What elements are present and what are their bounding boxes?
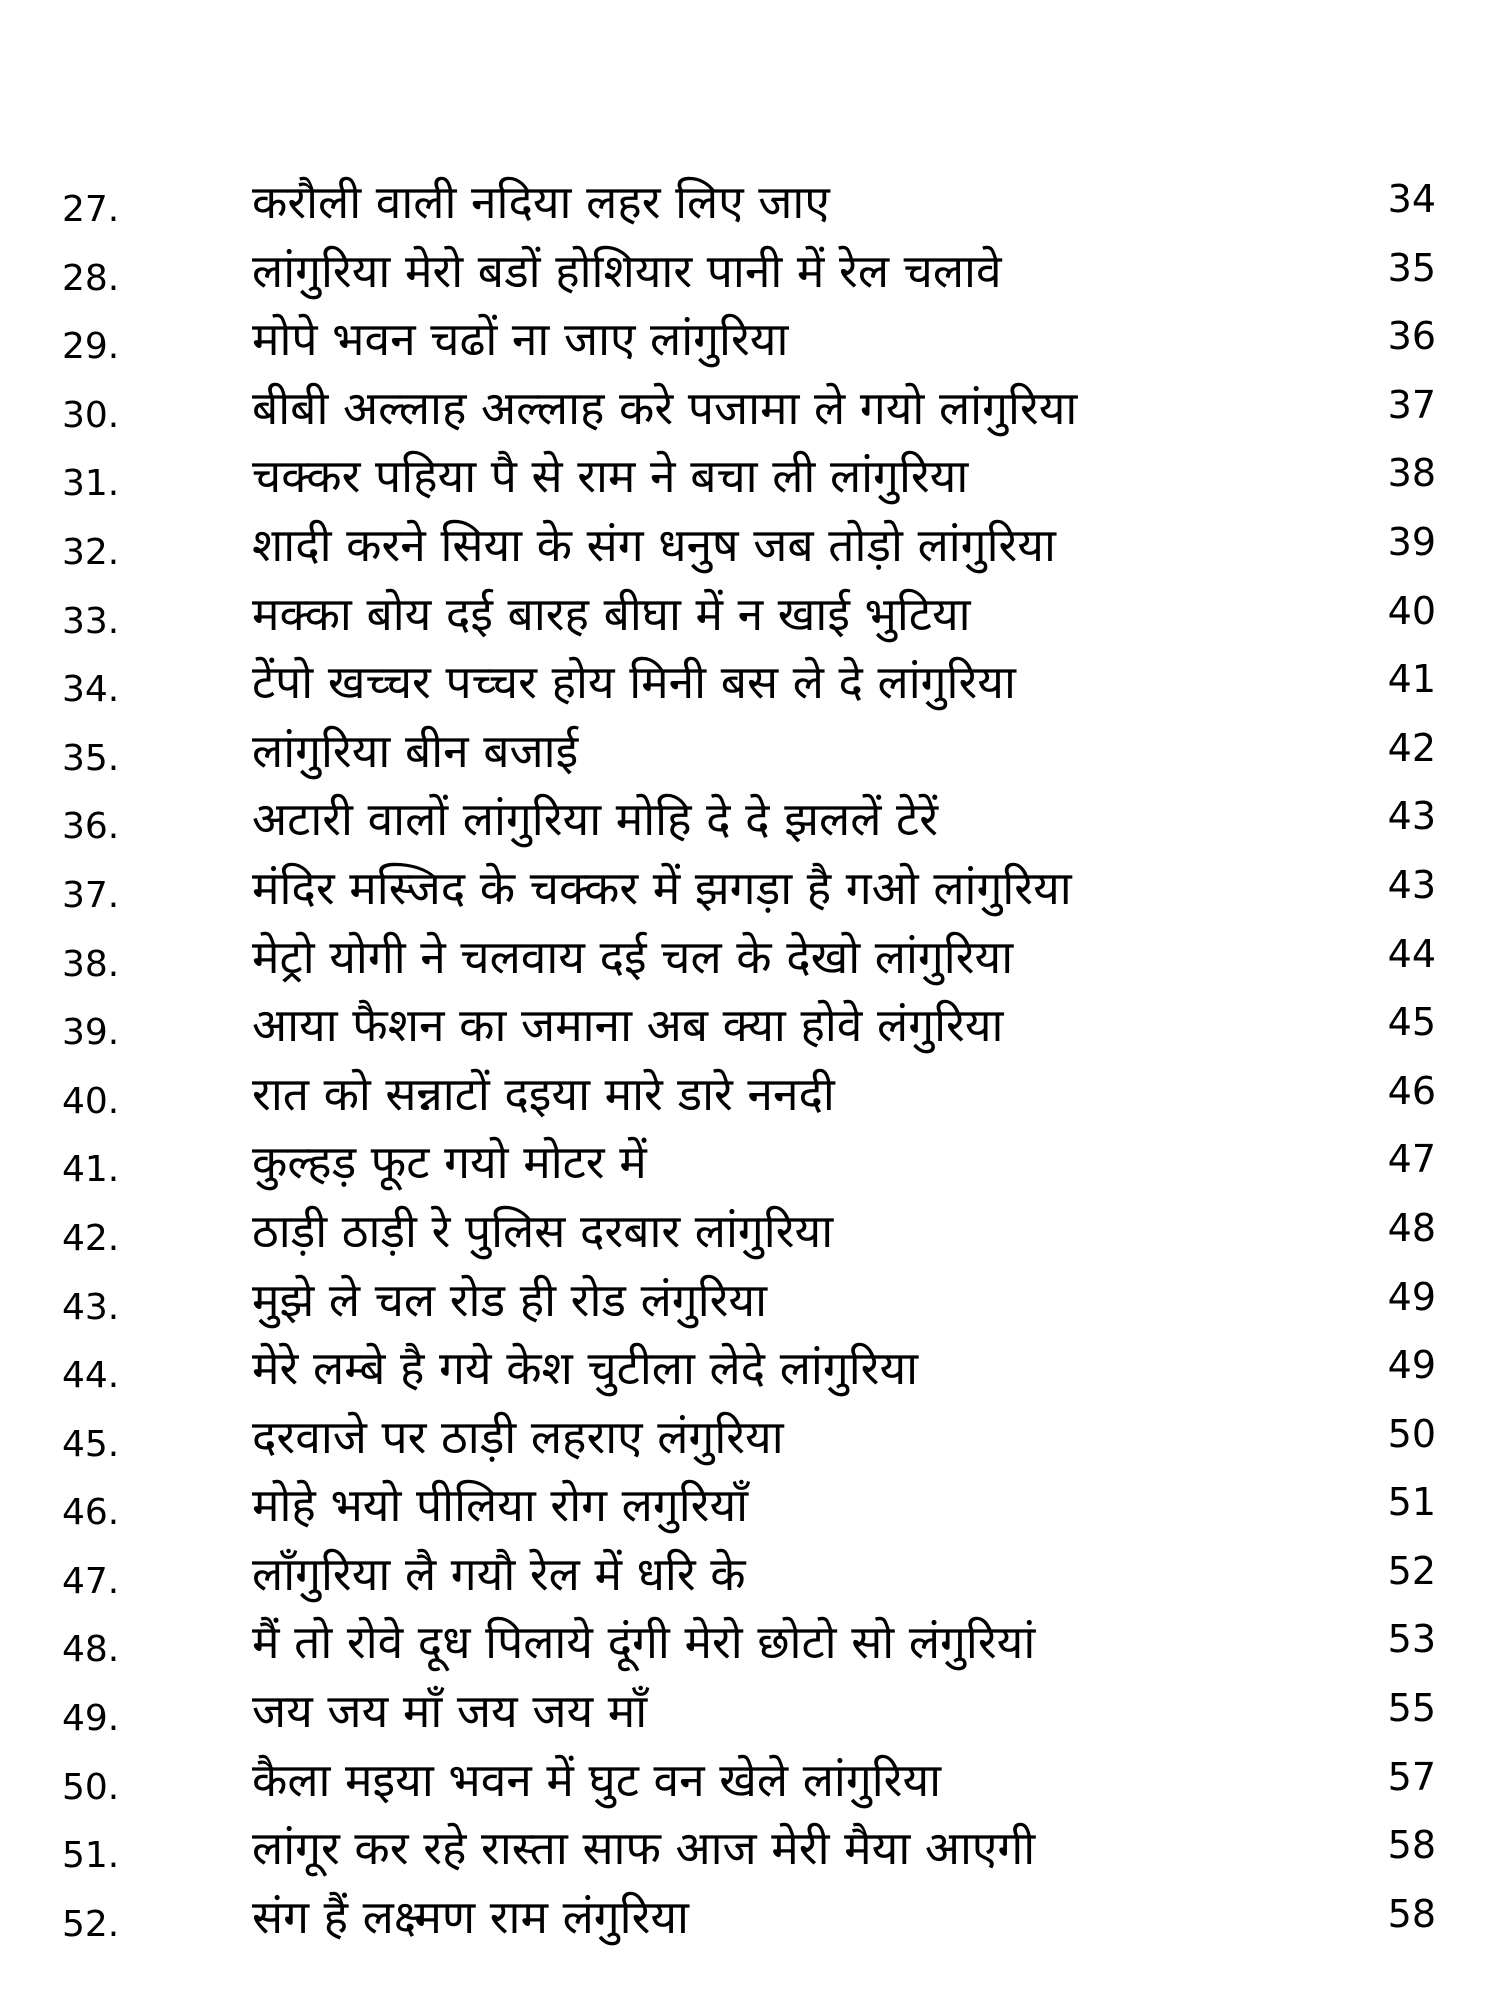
entry-number: 47. [62,1560,120,1602]
entry-page-number: 40 [1387,588,1436,633]
entry-title: कुल्हड़ फूट गयो मोटर में [252,1135,647,1190]
entry-number: 45. [62,1423,120,1465]
entry-title: मोहे भयो पीलिया रोग लगुरियाँ [252,1478,749,1533]
entry-title: मोपे भवन चढों ना जाए लांगुरिया [252,312,789,367]
entry-title: संग हैं लक्ष्मण राम लंगुरिया [252,1889,689,1944]
entry-number: 41. [62,1149,120,1191]
entry-title: मुझे ले चल रोड ही रोड लंगुरिया [252,1272,768,1327]
entry-number: 36. [62,806,120,848]
entry-number: 46. [62,1492,120,1534]
entry-number: 38. [62,943,120,985]
entry-page-number: 51 [1387,1480,1436,1525]
entry-page-number: 47 [1387,1137,1436,1182]
entry-page-number: 49 [1387,1274,1436,1319]
toc-entry [0,1334,1500,1403]
entry-number: 32. [62,531,120,573]
entry-page-number: 58 [1387,1891,1436,1936]
toc-entry [0,1883,1500,1952]
entry-page-number: 50 [1387,1411,1436,1456]
entry-title: बीबी अल्लाह अल्लाह करे पजामा ले गयो लांगुरिया [252,380,1078,435]
entry-title: मेरे लम्बे है गये केश चुटीला लेदे लांगुरिया [252,1341,919,1396]
toc-entry [0,854,1500,923]
toc-entry [0,237,1500,306]
entry-number: 44. [62,1355,120,1397]
entry-page-number: 38 [1387,451,1436,496]
entry-title: लाँगुरिया लै गयौ रेल में धरि के [252,1546,746,1601]
toc-entry [0,991,1500,1060]
entry-title: आया फैशन का जमाना अब क्या होवे लंगुरिया [252,998,1004,1053]
entry-title: मैं तो रोवे दूध पिलाये दूंगी मेरो छोटो सो लंगुरियां [252,1615,1036,1670]
entry-page-number: 53 [1387,1617,1436,1662]
entry-title: अटारी वालों लांगुरिया मोहि दे दे झललें टेरें [252,792,939,847]
toc-entry [0,442,1500,511]
entry-number: 31. [62,463,120,505]
entry-number: 35. [62,737,120,779]
entry-number: 33. [62,600,120,642]
entry-number: 49. [62,1698,120,1740]
entry-number: 40. [62,1080,120,1122]
entry-title: मेट्रो योगी ने चलवाय दई चल के देखो लांगुरिया [252,929,1014,984]
entry-number: 42. [62,1217,120,1259]
entry-title: रात को सन्नाटों दइया मारे डारे ननदी [252,1066,835,1121]
toc-entry [0,168,1500,237]
entry-page-number: 41 [1387,657,1436,702]
entry-number: 30. [62,394,120,436]
entry-title: लांगूर कर रहे रास्ता साफ आज मेरी मैया आएगी [252,1821,1036,1876]
entry-number: 52. [62,1903,120,1945]
entry-title: ठाड़ी ठाड़ी रे पुलिस दरबार लांगुरिया [252,1203,834,1258]
toc-entry [0,511,1500,580]
toc-entry [0,1814,1500,1883]
entry-number: 28. [62,257,120,299]
toc-entry [0,648,1500,717]
entry-title: लांगुरिया बीन बजाई [252,723,579,778]
entry-page-number: 43 [1387,862,1436,907]
toc-entry [0,1128,1500,1197]
toc-entry [0,305,1500,374]
toc-entry [0,1471,1500,1540]
entry-number: 51. [62,1835,120,1877]
toc-entry [0,1677,1500,1746]
toc-entry [0,1746,1500,1815]
entry-page-number: 43 [1387,794,1436,839]
table-of-contents [0,168,1500,1951]
entry-page-number: 46 [1387,1068,1436,1113]
entry-title: चक्कर पहिया पै से राम ने बचा ली लांगुरिया [252,449,969,504]
entry-number: 27. [62,189,120,230]
entry-title: मक्का बोय दई बारह बीघा में न खाई भुटिया [252,586,971,641]
entry-page-number: 49 [1387,1343,1436,1388]
entry-page-number: 45 [1387,1000,1436,1045]
toc-entry [0,785,1500,854]
entry-page-number: 58 [1387,1823,1436,1868]
toc-entry [0,1540,1500,1609]
entry-page-number: 52 [1387,1548,1436,1593]
entry-title: टेंपो खच्चर पच्चर होय मिनी बस ले दे लांगुरिया [252,655,1016,710]
toc-entry [0,923,1500,992]
entry-number: 43. [62,1286,120,1328]
entry-page-number: 57 [1387,1754,1436,1799]
entry-title: करौली वाली नदिया लहर लिए जाए [252,175,830,229]
entry-number: 34. [62,669,120,711]
entry-number: 39. [62,1012,120,1054]
toc-entry [0,717,1500,786]
entry-title: मंदिर मस्जिद के चक्कर में झगड़ा है गओ लांगुरिया [252,860,1072,915]
entry-title: दरवाजे पर ठाड़ी लहराए लंगुरिया [252,1409,784,1464]
toc-entry [0,374,1500,443]
toc-entry [0,1060,1500,1129]
entry-number: 37. [62,874,120,916]
entry-title: जय जय माँ जय जय माँ [252,1684,648,1739]
entry-number: 29. [62,326,120,368]
entry-page-number: 35 [1387,245,1436,290]
toc-entry [0,1197,1500,1266]
toc-entry [0,1266,1500,1335]
entry-page-number: 36 [1387,314,1436,359]
toc-entry [0,580,1500,649]
entry-title: शादी करने सिया के संग धनुष जब तोड़ो लांगुरिया [252,517,1056,572]
entry-title: कैला मइया भवन में घुट वन खेले लांगुरिया [252,1752,942,1807]
entry-number: 50. [62,1766,120,1808]
entry-number: 48. [62,1629,120,1671]
entry-page-number: 44 [1387,931,1436,976]
toc-entry [0,1403,1500,1472]
entry-page-number: 42 [1387,725,1436,770]
entry-page-number: 39 [1387,519,1436,564]
toc-entry [0,1608,1500,1677]
entry-page-number: 55 [1387,1686,1436,1731]
entry-page-number: 37 [1387,382,1436,427]
entry-title: लांगुरिया मेरो बडों होशियार पानी में रेल चलावे [252,243,1002,298]
entry-page-number: 34 [1387,177,1436,221]
entry-page-number: 48 [1387,1205,1436,1250]
